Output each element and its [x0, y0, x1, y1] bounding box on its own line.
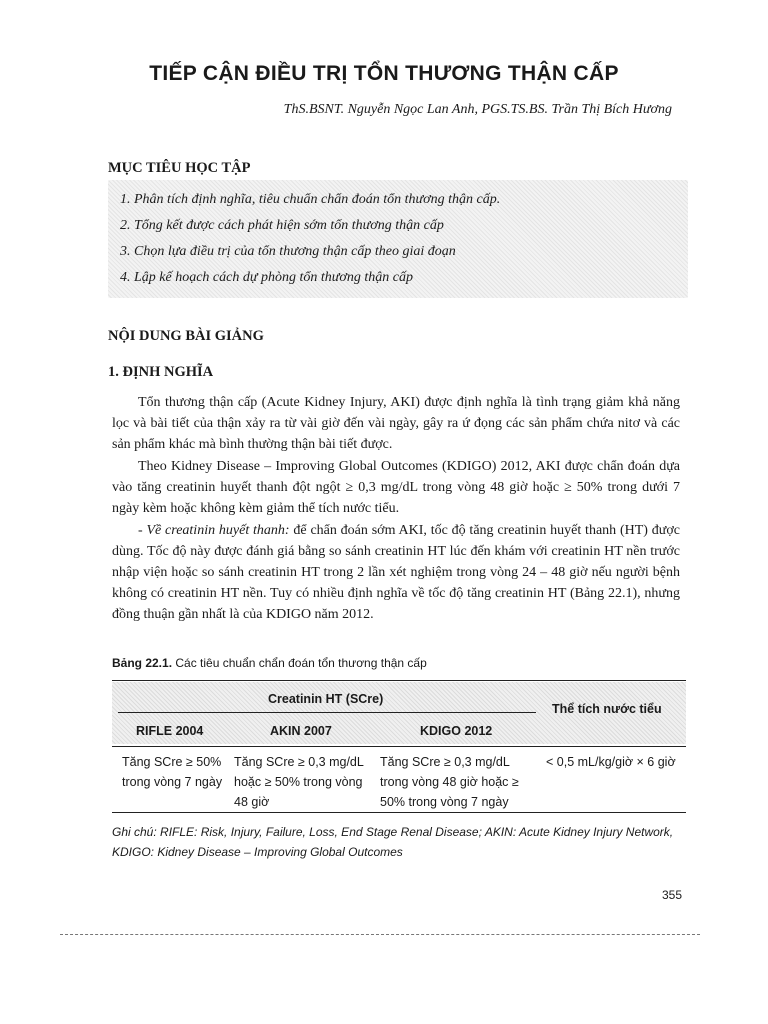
table-cell-kdigo: Tăng SCre ≥ 0,3 mg/dL trong vòng 48 giờ hoặc ≥ 50% trong vòng 7 ngày [380, 755, 519, 809]
table-header-rifle: RIFLE 2004 [136, 724, 204, 738]
paragraph-kdigo-text: Theo Kidney Disease – Improving Global Outcomes (KDIGO) 2012, AKI được chẩn đoán dựa vào tăng creatinin huyết thanh đột ngột ≥ 0,3 mg/dL trong vòng 48 giờ hoặc ≥ 50% trong dưới 7 ngày kèm hoặc không kèm giảm thể tích nước tiểu. [112, 459, 680, 516]
table-header-kdigo: KDIGO 2012 [420, 724, 493, 738]
table-top-rule [112, 680, 686, 681]
paragraph-creatinine-lead: - Về creatinin huyết thanh: [138, 523, 290, 538]
objectives-heading: MỤC TIÊU HỌC TẬP [108, 160, 251, 176]
objective-item: 2. Tổng kết được cách phát hiện sớm tổn thương thận cấp [120, 218, 444, 233]
objectives-box [108, 180, 688, 298]
table-caption [112, 656, 427, 670]
section-heading-definition: 1. ĐỊNH NGHĨA [108, 364, 214, 380]
table-header-akin: AKIN 2007 [270, 724, 332, 738]
table-note: Ghi chú: RIFLE: Risk, Injury, Failure, Loss, End Stage Renal Disease; AKIN: Acute Kidney Injury Network, KDIGO: Kidney Disease – Improving Global Outcomes [112, 825, 674, 859]
paragraph-definition-text: Tổn thương thận cấp (Acute Kidney Injury, AKI) được định nghĩa là tình trạng giảm khả năng lọc và bài tiết của thận xảy ra từ vài giờ đến vài ngày, gây ra ứ đọng các sản phẩm chứa nitơ và các sản phẩm khác mà bình thường thận bài tiết được. [112, 395, 680, 452]
objective-item: 3. Chọn lựa điều trị của tổn thương thận cấp theo giai đoạn [120, 244, 456, 259]
paragraph-definition [112, 392, 680, 455]
objective-item: 1. Phân tích định nghĩa, tiêu chuẩn chẩn đoán tổn thương thận cấp. [120, 192, 501, 207]
scan-edge-line [60, 934, 700, 935]
paragraph-creatinine-text: để chẩn đoán sớm AKI, tốc độ tăng creatinin huyết thanh (HT) được dùng. Tốc độ này được đánh giá bằng so sánh creatinin HT lúc đến khám với creatinin HT nền trước nhập viện hoặc so sánh creatinin HT trong 2 lần xét nghiệm trong vòng 24 – 48 giờ nếu người bệnh không có creatinin HT nền. Tuy có nhiều định nghĩa về tốc độ tăng creatinin HT (Bảng 22.1), nhưng đồng thuận gần nhất là của KDIGO năm 2012. [112, 523, 680, 622]
table-group-header: Creatinin HT (SCre) [268, 692, 384, 706]
content-heading: NỘI DUNG BÀI GIẢNG [108, 328, 264, 344]
table-caption-text: Các tiêu chuẩn chẩn đoán tổn thương thận cấp [172, 656, 427, 670]
table-group-rule [118, 712, 536, 713]
table-caption-label: Bảng 22.1. [112, 656, 173, 670]
table-cell-urine: < 0,5 mL/kg/giờ × 6 giờ [546, 755, 676, 769]
page-number: 355 [662, 888, 683, 902]
table-cell-akin: Tăng SCre ≥ 0,3 mg/dL hoặc ≥ 50% trong vòng 48 giờ [234, 755, 364, 809]
table-cell-rifle: Tăng SCre ≥ 50% trong vòng 7 ngày [122, 755, 223, 789]
table-header-rule [112, 746, 686, 747]
paragraph-creatinine [112, 520, 680, 625]
page-title: TIẾP CẬN ĐIỀU TRỊ TỔN THƯƠNG THẬN CẤP [149, 62, 619, 85]
authors: ThS.BSNT. Nguyễn Ngọc Lan Anh, PGS.TS.BS. Trần Thị Bích Hương [283, 102, 672, 117]
table-header-urine: Thể tích nước tiểu [552, 702, 662, 716]
paragraph-kdigo [112, 456, 680, 519]
objective-item: 4. Lập kế hoạch cách dự phòng tổn thương thận cấp [120, 270, 413, 285]
table-bottom-rule [112, 812, 686, 813]
